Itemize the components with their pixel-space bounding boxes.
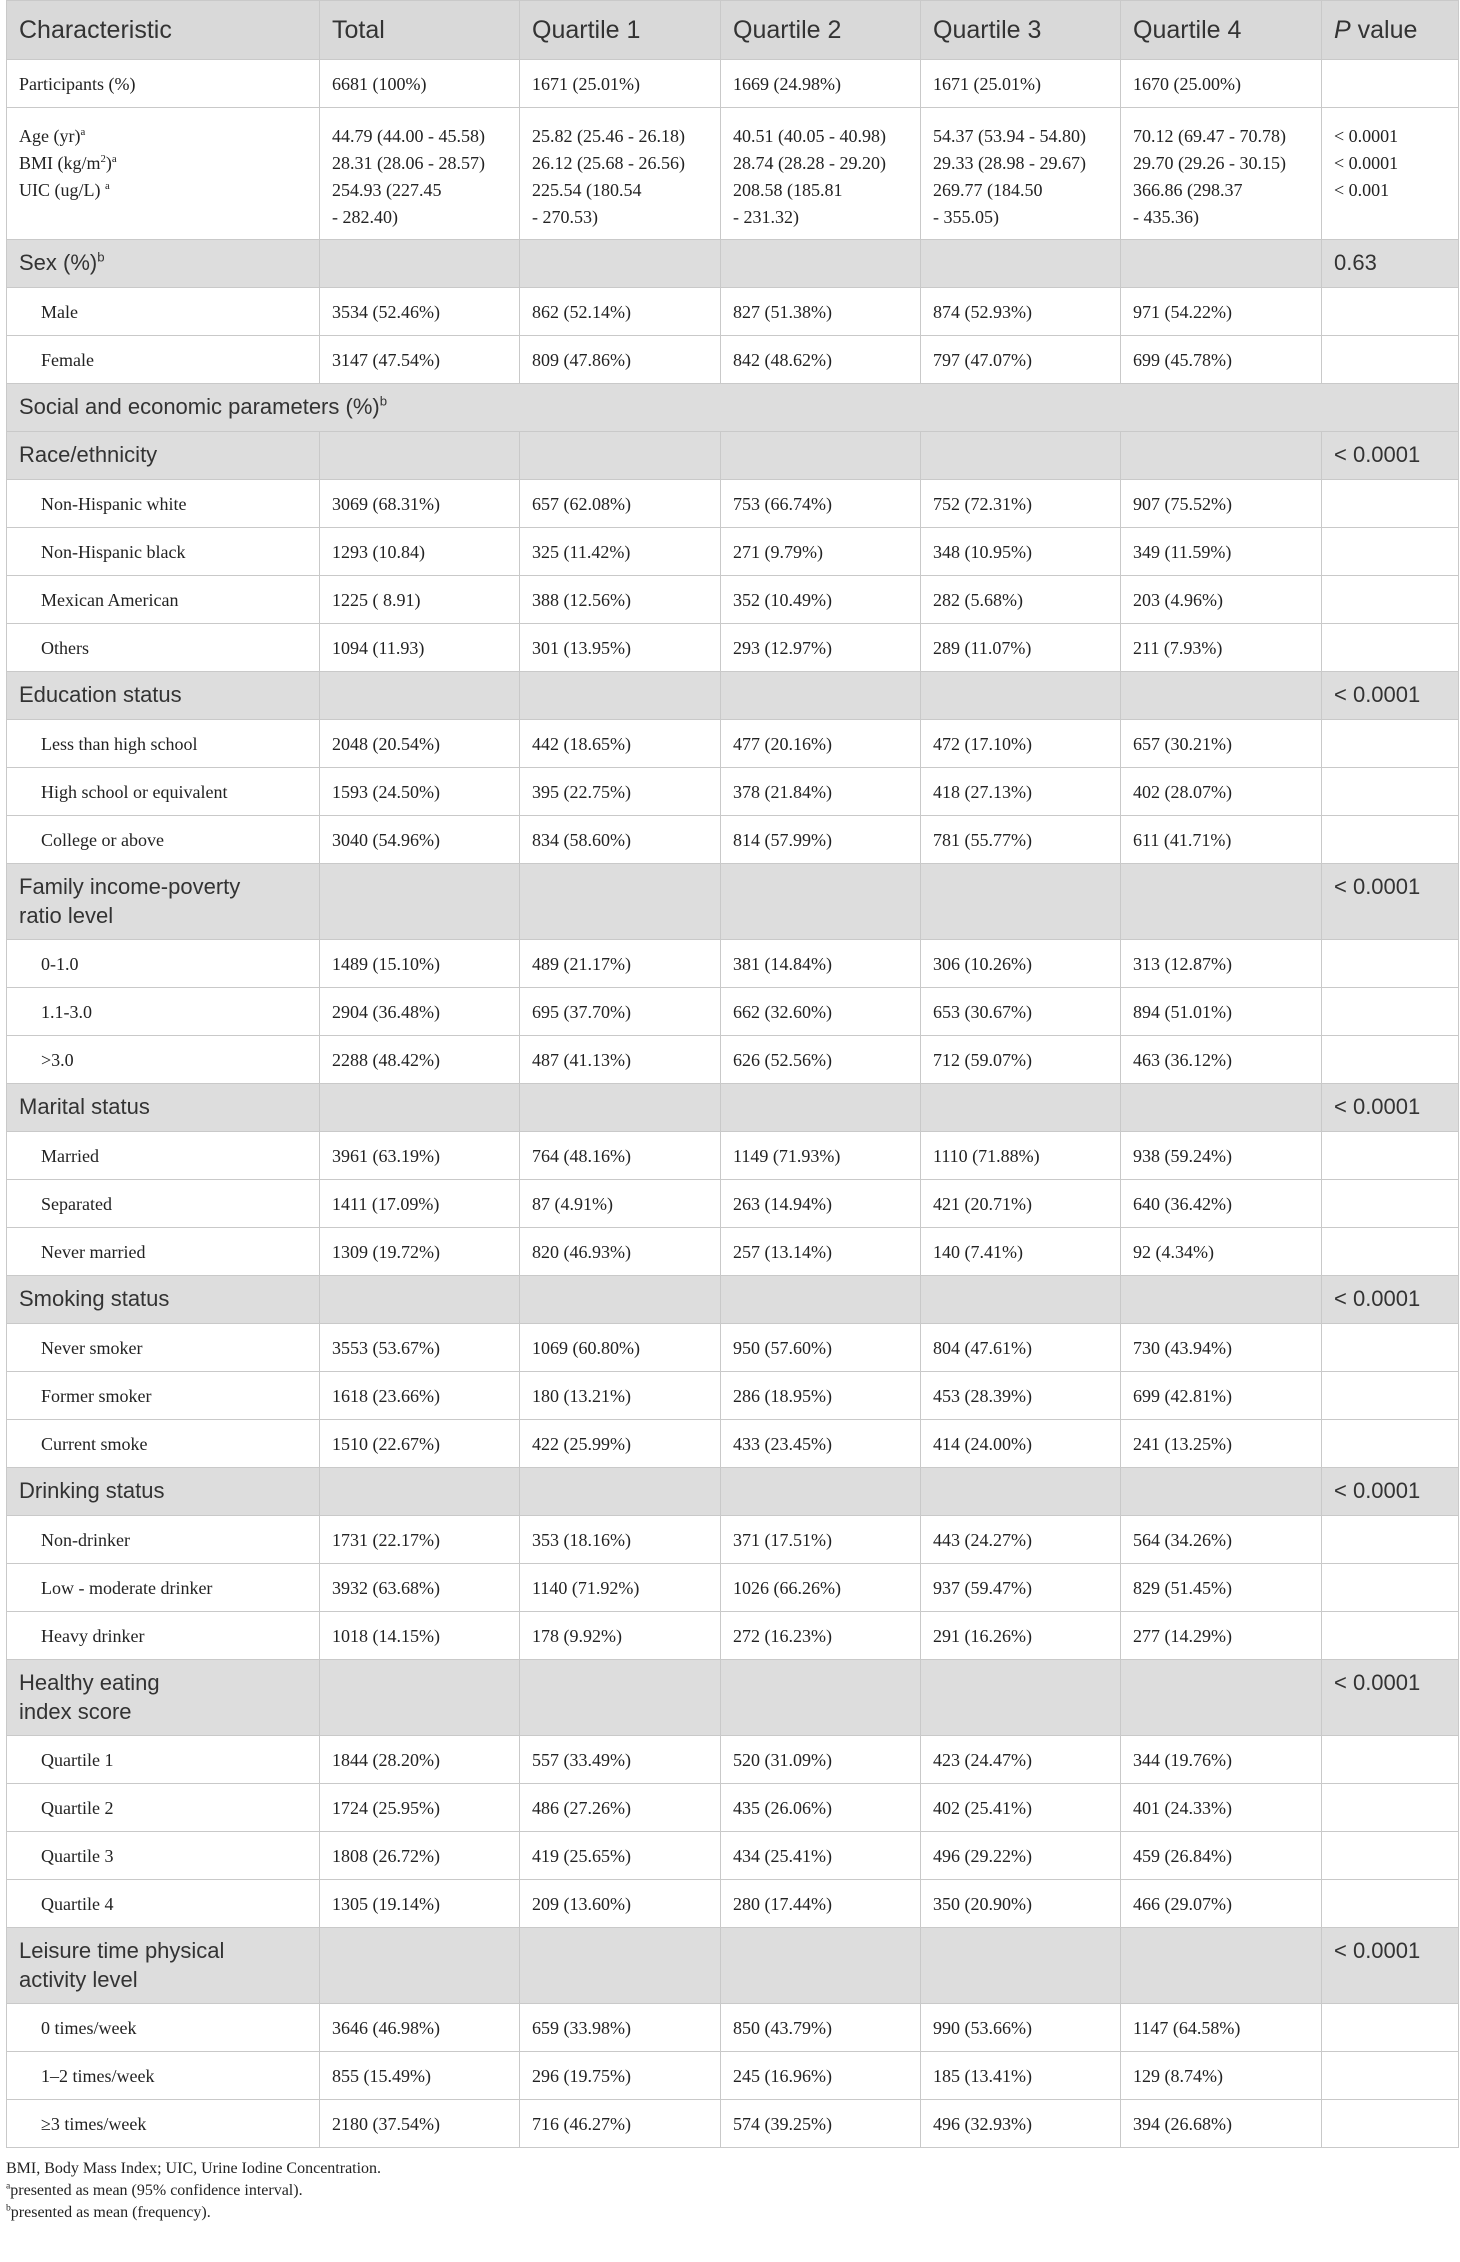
smoking-status-total-cell: 3553 (53.67%) [320, 1324, 520, 1372]
drinking-status-section-title: Drinking status [7, 1468, 320, 1516]
header-total: Total [320, 1, 520, 60]
race-ethnicity-q3-cell: 752 (72.31%) [921, 480, 1121, 528]
education-status-label-cell: Less than high school [7, 720, 320, 768]
marital-status-q4-cell: 640 (36.42%) [1121, 1180, 1322, 1228]
marital-status-q2-cell: 263 (14.94%) [721, 1180, 921, 1228]
baseline-characteristics-table [6, 0, 1459, 2148]
race-ethnicity-section-title: Race/ethnicity [7, 432, 320, 480]
drinking-status-q1-cell: 1140 (71.92%) [520, 1564, 721, 1612]
education-status-total-cell: 1593 (24.50%) [320, 768, 520, 816]
education-status-p-cell [1322, 768, 1459, 816]
drinking-status-section-header [7, 1468, 1459, 1516]
smoking-status-total-cell: 1618 (23.66%) [320, 1372, 520, 1420]
family-income-poverty-ratio-level-q1-cell: 487 (41.13%) [520, 1036, 721, 1084]
healthy-eating-index-score-label-cell: Quartile 3 [7, 1832, 320, 1880]
family-income-poverty-ratio-level-q3-cell: 306 (10.26%) [921, 940, 1121, 988]
drinking-status-q2-cell: 1026 (66.26%) [721, 1564, 921, 1612]
healthy-eating-index-score-q2-cell: 280 (17.44%) [721, 1880, 921, 1928]
healthy-eating-index-score-total-cell: 1808 (26.72%) [320, 1832, 520, 1880]
table-row [7, 2100, 1459, 2148]
table-row [7, 576, 1459, 624]
social-economic-header [7, 384, 1459, 432]
sex-total-cell: 3534 (52.46%) [320, 288, 520, 336]
race-ethnicity-q2-cell: 352 (10.49%) [721, 576, 921, 624]
healthy-eating-index-score-label-cell: Quartile 1 [7, 1736, 320, 1784]
drinking-status-total-cell: 1018 (14.15%) [320, 1612, 520, 1660]
table-row [7, 480, 1459, 528]
race-ethnicity-p-cell [1322, 624, 1459, 672]
participants-row [7, 60, 1459, 108]
healthy-eating-index-score-section-title: Healthy eating index score [7, 1660, 320, 1736]
table-body [7, 60, 1459, 2148]
table-figure [6, 0, 1458, 2224]
drinking-status-q3-cell: 443 (24.27%) [921, 1516, 1121, 1564]
drinking-status-q3-cell: 291 (16.26%) [921, 1612, 1121, 1660]
header-quartile-1: Quartile 1 [520, 1, 721, 60]
family-income-poverty-ratio-level-q1-cell: 695 (37.70%) [520, 988, 721, 1036]
education-status-p-cell [1322, 816, 1459, 864]
drinking-status-p-cell [1322, 1516, 1459, 1564]
sex-q3-cell: 797 (47.07%) [921, 336, 1121, 384]
header-quartile-2: Quartile 2 [721, 1, 921, 60]
smoking-status-q3-cell: 453 (28.39%) [921, 1372, 1121, 1420]
race-ethnicity-q4-cell: 203 (4.96%) [1121, 576, 1322, 624]
family-income-poverty-ratio-level-q2-cell: 381 (14.84%) [721, 940, 921, 988]
table-row [7, 1228, 1459, 1276]
healthy-eating-index-score-q3-cell: 402 (25.41%) [921, 1784, 1121, 1832]
table-row [7, 1036, 1459, 1084]
smoking-status-p-cell [1322, 1420, 1459, 1468]
table-row [7, 940, 1459, 988]
healthy-eating-index-score-section-header [7, 1660, 1459, 1736]
sex-q1-cell: 862 (52.14%) [520, 288, 721, 336]
race-ethnicity-q1-cell: 657 (62.08%) [520, 480, 721, 528]
smoking-status-q4-cell: 241 (13.25%) [1121, 1420, 1322, 1468]
race-ethnicity-section-header [7, 432, 1459, 480]
leisure-time-physical-activity-level-p-cell [1322, 2100, 1459, 2148]
drinking-status-q4-cell: 277 (14.29%) [1121, 1612, 1322, 1660]
healthy-eating-index-score-p-value: < 0.0001 [1322, 1660, 1459, 1736]
smoking-status-q3-cell: 414 (24.00%) [921, 1420, 1121, 1468]
leisure-time-physical-activity-level-p-cell [1322, 2004, 1459, 2052]
family-income-poverty-ratio-level-q4-cell: 313 (12.87%) [1121, 940, 1322, 988]
marital-status-section-title: Marital status [7, 1084, 320, 1132]
continuous-p: < 0.0001 < 0.0001 < 0.001 [1322, 108, 1459, 240]
table-row [7, 1372, 1459, 1420]
family-income-poverty-ratio-level-section-header [7, 864, 1459, 940]
table-row [7, 768, 1459, 816]
drinking-status-q1-cell: 178 (9.92%) [520, 1612, 721, 1660]
smoking-status-p-cell [1322, 1372, 1459, 1420]
race-ethnicity-q1-cell: 388 (12.56%) [520, 576, 721, 624]
healthy-eating-index-score-q2-cell: 520 (31.09%) [721, 1736, 921, 1784]
marital-status-q2-cell: 1149 (71.93%) [721, 1132, 921, 1180]
marital-status-q1-cell: 87 (4.91%) [520, 1180, 721, 1228]
continuous-q1: 25.82 (25.46 - 26.18) 26.12 (25.68 - 26.56) 225.54 (180.54 - 270.53) [520, 108, 721, 240]
drinking-status-label-cell: Low - moderate drinker [7, 1564, 320, 1612]
marital-status-label-cell: Separated [7, 1180, 320, 1228]
smoking-status-q2-cell: 286 (18.95%) [721, 1372, 921, 1420]
sex-q4-cell: 971 (54.22%) [1121, 288, 1322, 336]
education-status-q4-cell: 657 (30.21%) [1121, 720, 1322, 768]
continuous-variables-row [7, 108, 1459, 240]
race-ethnicity-q3-cell: 282 (5.68%) [921, 576, 1121, 624]
race-ethnicity-label-cell: Non-Hispanic white [7, 480, 320, 528]
header-row [7, 1, 1459, 60]
social-economic-title: Social and economic parameters (%)$^b$ [7, 384, 1459, 432]
leisure-time-physical-activity-level-q3-cell: 496 (32.93%) [921, 2100, 1121, 2148]
race-ethnicity-total-cell: 3069 (68.31%) [320, 480, 520, 528]
family-income-poverty-ratio-level-p-cell [1322, 988, 1459, 1036]
healthy-eating-index-score-q3-cell: 350 (20.90%) [921, 1880, 1121, 1928]
drinking-status-q1-cell: 353 (18.16%) [520, 1516, 721, 1564]
header-p-rest: value [1350, 16, 1418, 44]
smoking-status-q1-cell: 422 (25.99%) [520, 1420, 721, 1468]
race-ethnicity-q1-cell: 325 (11.42%) [520, 528, 721, 576]
sex-p-cell [1322, 336, 1459, 384]
race-ethnicity-q4-cell: 349 (11.59%) [1121, 528, 1322, 576]
continuous-q3: 54.37 (53.94 - 54.80) 29.33 (28.98 - 29.67) 269.77 (184.50 - 355.05) [921, 108, 1121, 240]
education-status-q3-cell: 418 (27.13%) [921, 768, 1121, 816]
leisure-time-physical-activity-level-q3-cell: 990 (53.66%) [921, 2004, 1121, 2052]
drinking-status-q2-cell: 272 (16.23%) [721, 1612, 921, 1660]
leisure-time-physical-activity-level-total-cell: 855 (15.49%) [320, 2052, 520, 2100]
bmi-label: BMI $(kg/m^2)^a$ [19, 153, 117, 173]
family-income-poverty-ratio-level-q4-cell: 463 (36.12%) [1121, 1036, 1322, 1084]
race-ethnicity-p-cell [1322, 480, 1459, 528]
header-p-value [1322, 1, 1459, 60]
smoking-status-q2-cell: 433 (23.45%) [721, 1420, 921, 1468]
table-row [7, 1564, 1459, 1612]
continuous-q2: 40.51 (40.05 - 40.98) 28.74 (28.28 - 29.20) 208.58 (185.81 - 231.32) [721, 108, 921, 240]
table-row [7, 528, 1459, 576]
table-row [7, 1420, 1459, 1468]
leisure-time-physical-activity-level-total-cell: 2180 (37.54%) [320, 2100, 520, 2148]
table-row [7, 988, 1459, 1036]
sex-p-value: 0.63 [1322, 240, 1459, 288]
leisure-time-physical-activity-level-q2-cell: 245 (16.96%) [721, 2052, 921, 2100]
leisure-time-physical-activity-level-q1-cell: 659 (33.98%) [520, 2004, 721, 2052]
smoking-status-q1-cell: 180 (13.21%) [520, 1372, 721, 1420]
marital-status-q3-cell: 140 (7.41%) [921, 1228, 1121, 1276]
education-status-q1-cell: 442 (18.65%) [520, 720, 721, 768]
sex-q2-cell: 842 (48.62%) [721, 336, 921, 384]
race-ethnicity-q2-cell: 753 (66.74%) [721, 480, 921, 528]
education-status-q3-cell: 781 (55.77%) [921, 816, 1121, 864]
footnote-abbreviations: BMI, Body Mass Index; UIC, Urine Iodine Concentration. [6, 2160, 382, 2177]
leisure-time-physical-activity-level-label-cell: 0 times/week [7, 2004, 320, 2052]
drinking-status-q4-cell: 564 (34.26%) [1121, 1516, 1322, 1564]
marital-status-p-value: < 0.0001 [1322, 1084, 1459, 1132]
healthy-eating-index-score-p-cell [1322, 1880, 1459, 1928]
drinking-status-total-cell: 1731 (22.17%) [320, 1516, 520, 1564]
marital-status-q1-cell: 764 (48.16%) [520, 1132, 721, 1180]
education-status-q4-cell: 611 (41.71%) [1121, 816, 1322, 864]
drinking-status-q3-cell: 937 (59.47%) [921, 1564, 1121, 1612]
education-status-q2-cell: 378 (21.84%) [721, 768, 921, 816]
smoking-status-q2-cell: 950 (57.60%) [721, 1324, 921, 1372]
education-status-p-value: < 0.0001 [1322, 672, 1459, 720]
healthy-eating-index-score-label-cell: Quartile 4 [7, 1880, 320, 1928]
family-income-poverty-ratio-level-q2-cell: 662 (32.60%) [721, 988, 921, 1036]
healthy-eating-index-score-q1-cell: 419 (25.65%) [520, 1832, 721, 1880]
education-status-q1-cell: 395 (22.75%) [520, 768, 721, 816]
healthy-eating-index-score-q4-cell: 401 (24.33%) [1121, 1784, 1322, 1832]
table-row [7, 288, 1459, 336]
marital-status-q2-cell: 257 (13.14%) [721, 1228, 921, 1276]
race-ethnicity-q2-cell: 293 (12.97%) [721, 624, 921, 672]
leisure-time-physical-activity-level-p-value: < 0.0001 [1322, 1928, 1459, 2004]
uic-label: UIC (ug/L) $^a$ [19, 180, 110, 200]
leisure-time-physical-activity-level-section-header [7, 1928, 1459, 2004]
drinking-status-p-cell [1322, 1612, 1459, 1660]
footnote-a: $^a$presented as mean (95% confidence interval). [6, 2180, 303, 2199]
race-ethnicity-q2-cell: 271 (9.79%) [721, 528, 921, 576]
leisure-time-physical-activity-level-q2-cell: 574 (39.25%) [721, 2100, 921, 2148]
healthy-eating-index-score-q1-cell: 557 (33.49%) [520, 1736, 721, 1784]
family-income-poverty-ratio-level-q3-cell: 712 (59.07%) [921, 1036, 1121, 1084]
race-ethnicity-total-cell: 1094 (11.93) [320, 624, 520, 672]
participants-p [1322, 60, 1459, 108]
participants-q2: 1669 (24.98%) [721, 60, 921, 108]
healthy-eating-index-score-q3-cell: 423 (24.47%) [921, 1736, 1121, 1784]
smoking-status-q1-cell: 1069 (60.80%) [520, 1324, 721, 1372]
race-ethnicity-label-cell: Mexican American [7, 576, 320, 624]
marital-status-q3-cell: 421 (20.71%) [921, 1180, 1121, 1228]
participants-label: Participants (%) [7, 60, 320, 108]
race-ethnicity-q4-cell: 211 (7.93%) [1121, 624, 1322, 672]
continuous-total: 44.79 (44.00 - 45.58) 28.31 (28.06 - 28.57) 254.93 (227.45 - 282.40) [320, 108, 520, 240]
table-row [7, 1132, 1459, 1180]
table-row [7, 1784, 1459, 1832]
participants-q1: 1671 (25.01%) [520, 60, 721, 108]
table-row [7, 1612, 1459, 1660]
leisure-time-physical-activity-level-total-cell: 3646 (46.98%) [320, 2004, 520, 2052]
leisure-time-physical-activity-level-q4-cell: 394 (26.68%) [1121, 2100, 1322, 2148]
table-row [7, 2004, 1459, 2052]
race-ethnicity-q1-cell: 301 (13.95%) [520, 624, 721, 672]
sex-p-cell [1322, 288, 1459, 336]
marital-status-label-cell: Never married [7, 1228, 320, 1276]
table-row [7, 1324, 1459, 1372]
drinking-status-p-value: < 0.0001 [1322, 1468, 1459, 1516]
leisure-time-physical-activity-level-p-cell [1322, 2052, 1459, 2100]
sex-label-cell: Female [7, 336, 320, 384]
education-status-q4-cell: 402 (28.07%) [1121, 768, 1322, 816]
marital-status-total-cell: 1309 (19.72%) [320, 1228, 520, 1276]
race-ethnicity-q3-cell: 348 (10.95%) [921, 528, 1121, 576]
marital-status-q4-cell: 92 (4.34%) [1121, 1228, 1322, 1276]
race-ethnicity-total-cell: 1293 (10.84) [320, 528, 520, 576]
family-income-poverty-ratio-level-label-cell: 1.1-3.0 [7, 988, 320, 1036]
header-p-letter: P [1334, 16, 1351, 44]
smoking-status-q4-cell: 699 (42.81%) [1121, 1372, 1322, 1420]
race-ethnicity-p-value: < 0.0001 [1322, 432, 1459, 480]
smoking-status-label-cell: Never smoker [7, 1324, 320, 1372]
footnote-b: $^b$presented as mean (frequency). [6, 2202, 211, 2221]
drinking-status-total-cell: 3932 (63.68%) [320, 1564, 520, 1612]
marital-status-total-cell: 1411 (17.09%) [320, 1180, 520, 1228]
race-ethnicity-label-cell: Others [7, 624, 320, 672]
leisure-time-physical-activity-level-q2-cell: 850 (43.79%) [721, 2004, 921, 2052]
healthy-eating-index-score-q2-cell: 435 (26.06%) [721, 1784, 921, 1832]
education-status-q1-cell: 834 (58.60%) [520, 816, 721, 864]
family-income-poverty-ratio-level-p-cell [1322, 1036, 1459, 1084]
education-status-total-cell: 2048 (20.54%) [320, 720, 520, 768]
smoking-status-section-title: Smoking status [7, 1276, 320, 1324]
healthy-eating-index-score-total-cell: 1844 (28.20%) [320, 1736, 520, 1784]
continuous-labels [7, 108, 320, 240]
family-income-poverty-ratio-level-q3-cell: 653 (30.67%) [921, 988, 1121, 1036]
race-ethnicity-q3-cell: 289 (11.07%) [921, 624, 1121, 672]
header-characteristic: Characteristic [7, 1, 320, 60]
sex-section-header [7, 240, 1459, 288]
drinking-status-q4-cell: 829 (51.45%) [1121, 1564, 1322, 1612]
family-income-poverty-ratio-level-p-value: < 0.0001 [1322, 864, 1459, 940]
leisure-time-physical-activity-level-q1-cell: 296 (19.75%) [520, 2052, 721, 2100]
table-row [7, 336, 1459, 384]
healthy-eating-index-score-q4-cell: 459 (26.84%) [1121, 1832, 1322, 1880]
table-row [7, 1516, 1459, 1564]
leisure-time-physical-activity-level-q3-cell: 185 (13.41%) [921, 2052, 1121, 2100]
healthy-eating-index-score-q4-cell: 466 (29.07%) [1121, 1880, 1322, 1928]
healthy-eating-index-score-p-cell [1322, 1832, 1459, 1880]
drinking-status-q2-cell: 371 (17.51%) [721, 1516, 921, 1564]
smoking-status-p-cell [1322, 1324, 1459, 1372]
smoking-status-label-cell: Current smoke [7, 1420, 320, 1468]
participants-q3: 1671 (25.01%) [921, 60, 1121, 108]
drinking-status-label-cell: Heavy drinker [7, 1612, 320, 1660]
leisure-time-physical-activity-level-q1-cell: 716 (46.27%) [520, 2100, 721, 2148]
education-status-label-cell: College or above [7, 816, 320, 864]
healthy-eating-index-score-p-cell [1322, 1784, 1459, 1832]
race-ethnicity-q4-cell: 907 (75.52%) [1121, 480, 1322, 528]
table-row [7, 624, 1459, 672]
table-footnotes [6, 2158, 1458, 2224]
leisure-time-physical-activity-level-section-title: Leisure time physical activity level [7, 1928, 320, 2004]
leisure-time-physical-activity-level-label-cell: 1–2 times/week [7, 2052, 320, 2100]
sex-q4-cell: 699 (45.78%) [1121, 336, 1322, 384]
table-row [7, 1880, 1459, 1928]
table-row [7, 720, 1459, 768]
family-income-poverty-ratio-level-p-cell [1322, 940, 1459, 988]
healthy-eating-index-score-q1-cell: 486 (27.26%) [520, 1784, 721, 1832]
smoking-status-p-value: < 0.0001 [1322, 1276, 1459, 1324]
table-row [7, 2052, 1459, 2100]
marital-status-p-cell [1322, 1228, 1459, 1276]
family-income-poverty-ratio-level-q1-cell: 489 (21.17%) [520, 940, 721, 988]
sex-total-cell: 3147 (47.54%) [320, 336, 520, 384]
leisure-time-physical-activity-level-q4-cell: 129 (8.74%) [1121, 2052, 1322, 2100]
education-status-section-title: Education status [7, 672, 320, 720]
healthy-eating-index-score-q2-cell: 434 (25.41%) [721, 1832, 921, 1880]
healthy-eating-index-score-q4-cell: 344 (19.76%) [1121, 1736, 1322, 1784]
sex-q2-cell: 827 (51.38%) [721, 288, 921, 336]
family-income-poverty-ratio-level-q2-cell: 626 (52.56%) [721, 1036, 921, 1084]
marital-status-q4-cell: 938 (59.24%) [1121, 1132, 1322, 1180]
drinking-status-p-cell [1322, 1564, 1459, 1612]
smoking-status-q4-cell: 730 (43.94%) [1121, 1324, 1322, 1372]
sex-label: Sex (%)$^b$ [7, 240, 320, 288]
continuous-q4: 70.12 (69.47 - 70.78) 29.70 (29.26 - 30.15) 366.86 (298.37 - 435.36) [1121, 108, 1322, 240]
smoking-status-q3-cell: 804 (47.61%) [921, 1324, 1121, 1372]
healthy-eating-index-score-total-cell: 1724 (25.95%) [320, 1784, 520, 1832]
education-status-section-header [7, 672, 1459, 720]
healthy-eating-index-score-label-cell: Quartile 2 [7, 1784, 320, 1832]
table-row [7, 1736, 1459, 1784]
family-income-poverty-ratio-level-total-cell: 2288 (48.42%) [320, 1036, 520, 1084]
family-income-poverty-ratio-level-total-cell: 2904 (36.48%) [320, 988, 520, 1036]
marital-status-p-cell [1322, 1180, 1459, 1228]
education-status-total-cell: 3040 (54.96%) [320, 816, 520, 864]
race-ethnicity-p-cell [1322, 528, 1459, 576]
marital-status-total-cell: 3961 (63.19%) [320, 1132, 520, 1180]
smoking-status-total-cell: 1510 (22.67%) [320, 1420, 520, 1468]
family-income-poverty-ratio-level-label-cell: 0-1.0 [7, 940, 320, 988]
header-quartile-4: Quartile 4 [1121, 1, 1322, 60]
age-label: Age (yr)$^a$ [19, 126, 86, 146]
sex-q1-cell: 809 (47.86%) [520, 336, 721, 384]
smoking-status-section-header [7, 1276, 1459, 1324]
race-ethnicity-p-cell [1322, 576, 1459, 624]
marital-status-label-cell: Married [7, 1132, 320, 1180]
table-row [7, 1180, 1459, 1228]
marital-status-q1-cell: 820 (46.93%) [520, 1228, 721, 1276]
family-income-poverty-ratio-level-total-cell: 1489 (15.10%) [320, 940, 520, 988]
race-ethnicity-label-cell: Non-Hispanic black [7, 528, 320, 576]
healthy-eating-index-score-p-cell [1322, 1736, 1459, 1784]
table-row [7, 1832, 1459, 1880]
header-quartile-3: Quartile 3 [921, 1, 1121, 60]
education-status-label-cell: High school or equivalent [7, 768, 320, 816]
education-status-q2-cell: 477 (20.16%) [721, 720, 921, 768]
marital-status-q3-cell: 1110 (71.88%) [921, 1132, 1121, 1180]
drinking-status-label-cell: Non-drinker [7, 1516, 320, 1564]
race-ethnicity-total-cell: 1225 ( 8.91) [320, 576, 520, 624]
smoking-status-label-cell: Former smoker [7, 1372, 320, 1420]
sex-q3-cell: 874 (52.93%) [921, 288, 1121, 336]
marital-status-p-cell [1322, 1132, 1459, 1180]
leisure-time-physical-activity-level-q4-cell: 1147 (64.58%) [1121, 2004, 1322, 2052]
sex-label-cell: Male [7, 288, 320, 336]
healthy-eating-index-score-q1-cell: 209 (13.60%) [520, 1880, 721, 1928]
family-income-poverty-ratio-level-section-title: Family income-poverty ratio level [7, 864, 320, 940]
healthy-eating-index-score-q3-cell: 496 (29.22%) [921, 1832, 1121, 1880]
participants-q4: 1670 (25.00%) [1121, 60, 1322, 108]
healthy-eating-index-score-total-cell: 1305 (19.14%) [320, 1880, 520, 1928]
education-status-q2-cell: 814 (57.99%) [721, 816, 921, 864]
leisure-time-physical-activity-level-label-cell: ≥3 times/week [7, 2100, 320, 2148]
family-income-poverty-ratio-level-q4-cell: 894 (51.01%) [1121, 988, 1322, 1036]
table-row [7, 816, 1459, 864]
education-status-p-cell [1322, 720, 1459, 768]
marital-status-section-header [7, 1084, 1459, 1132]
participants-total: 6681 (100%) [320, 60, 520, 108]
family-income-poverty-ratio-level-label-cell: >3.0 [7, 1036, 320, 1084]
education-status-q3-cell: 472 (17.10%) [921, 720, 1121, 768]
